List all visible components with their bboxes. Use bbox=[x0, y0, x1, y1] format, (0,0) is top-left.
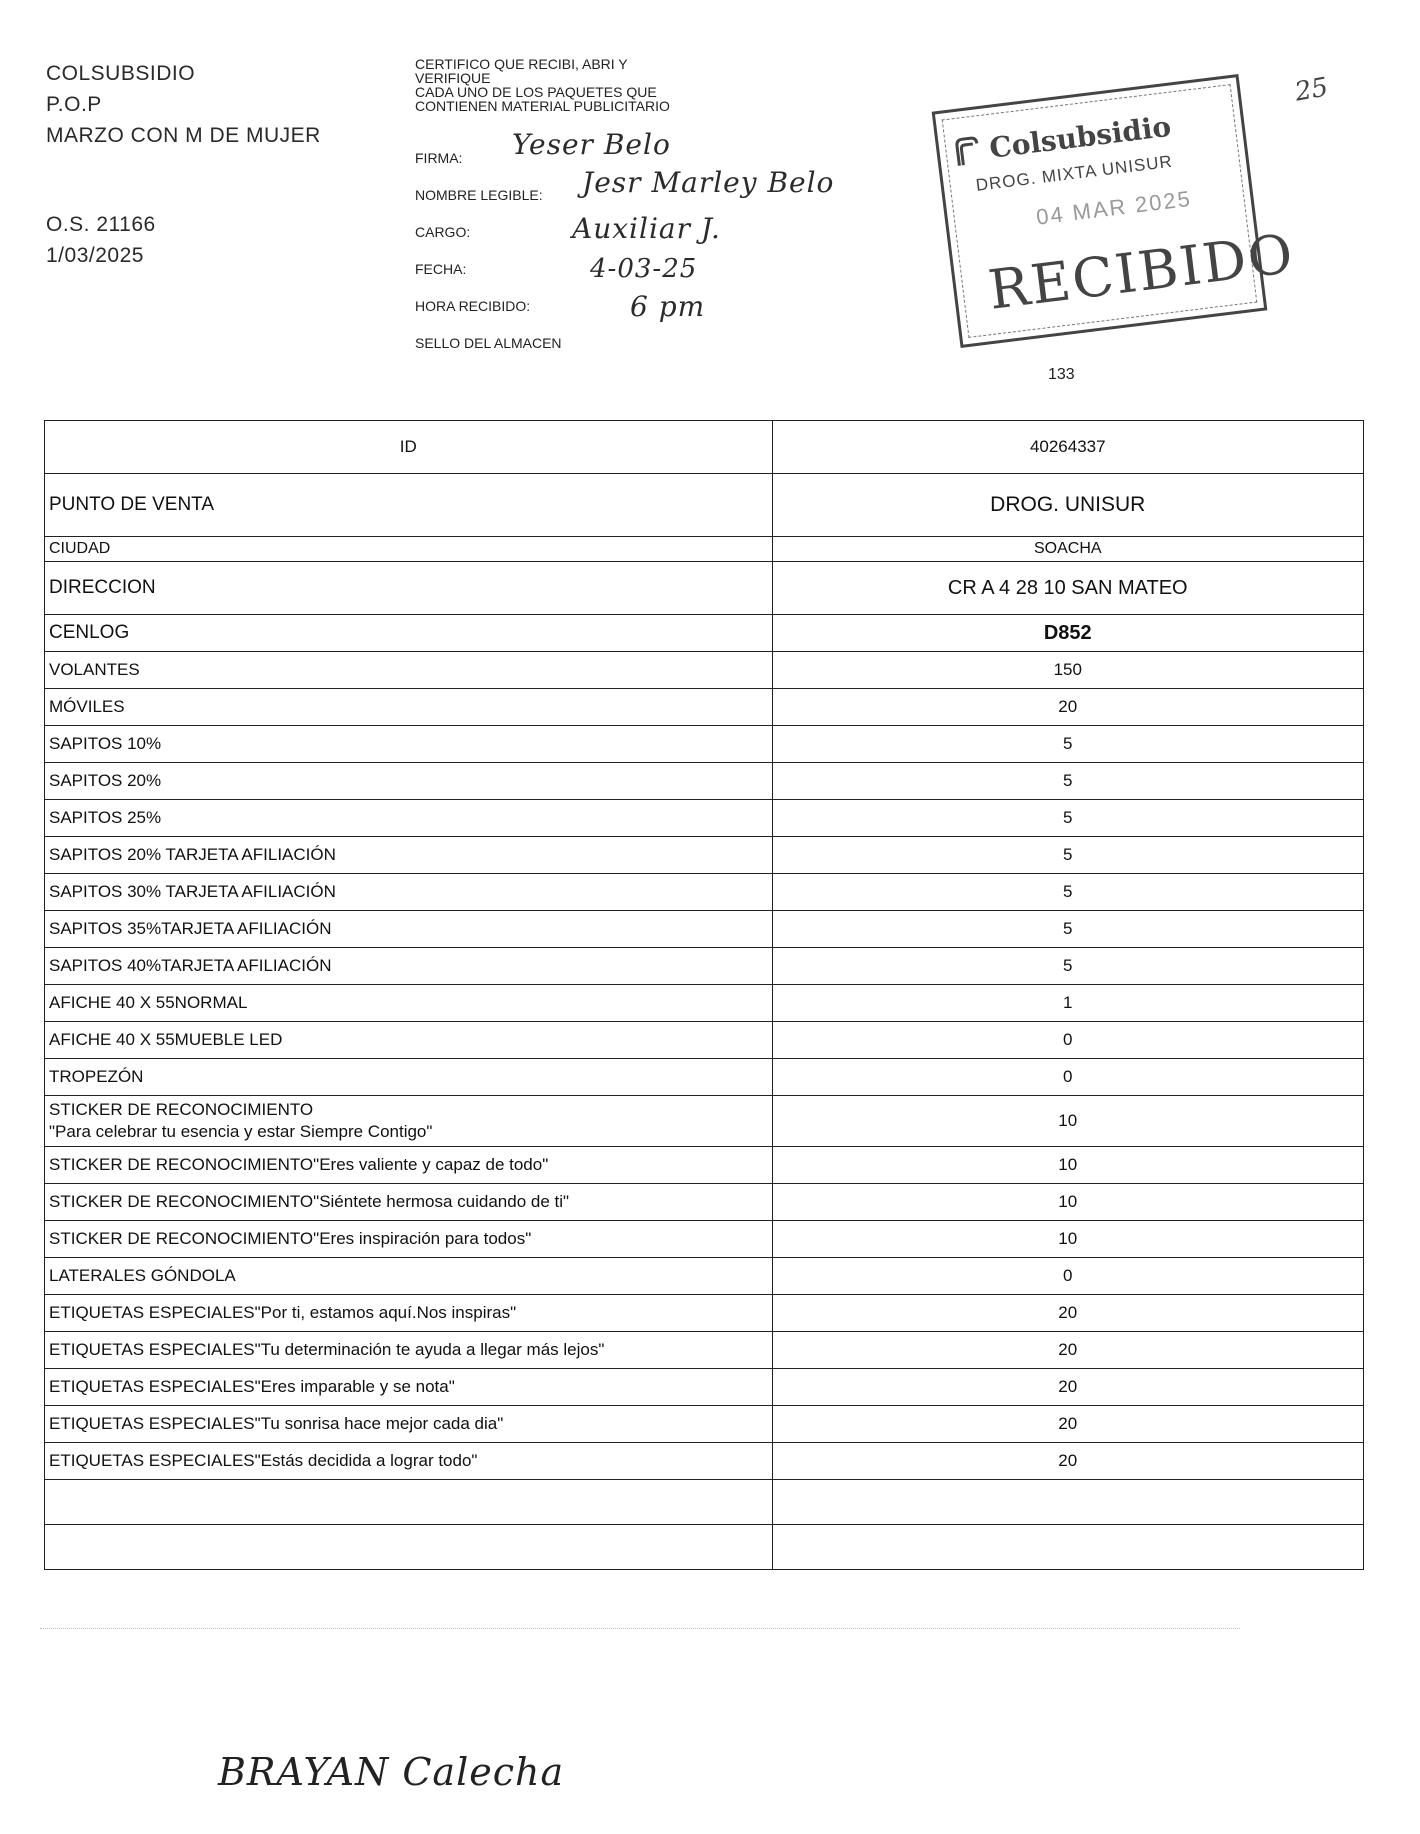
document-type: P.O.P bbox=[46, 93, 102, 116]
table-row bbox=[45, 689, 1364, 726]
table-row bbox=[45, 474, 1364, 537]
table-row bbox=[45, 1332, 1364, 1369]
row-label: STICKER DE RECONOCIMIENTO"Eres valiente y capaz de todo" bbox=[45, 1147, 773, 1184]
row-label-line2: "Para celebrar tu esencia y estar Siempre Contigo" bbox=[49, 1122, 433, 1141]
cargo-label: CARGO: bbox=[415, 224, 471, 240]
handwritten-nombre: Jesr Marley Belo bbox=[582, 166, 835, 199]
id-label: ID bbox=[45, 421, 773, 474]
row-label: AFICHE 40 X 55MUEBLE LED bbox=[45, 1022, 773, 1059]
handwritten-hora: 6 pm bbox=[630, 290, 706, 323]
cert-line: CONTIENEN MATERIAL PUBLICITARIO bbox=[415, 98, 670, 114]
row-label: SAPITOS 20% TARJETA AFILIACIÓN bbox=[45, 837, 773, 874]
row-label: SAPITOS 25% bbox=[45, 800, 773, 837]
row-label: TROPEZÓN bbox=[45, 1059, 773, 1096]
table-row bbox=[45, 652, 1364, 689]
row-label: PUNTO DE VENTA bbox=[45, 474, 773, 537]
header-left bbox=[46, 58, 321, 271]
row-label: SAPITOS 40%TARJETA AFILIACIÓN bbox=[45, 948, 773, 985]
row-label: ETIQUETAS ESPECIALES"Por ti, estamos aquí.Nos inspiras" bbox=[45, 1295, 773, 1332]
table-row bbox=[45, 1443, 1364, 1480]
row-label: ETIQUETAS ESPECIALES"Estás decidida a lograr todo" bbox=[45, 1443, 773, 1480]
row-label: STICKER DE RECONOCIMIENTO"Siéntete hermosa cuidando de ti" bbox=[45, 1184, 773, 1221]
row-value: 5 bbox=[772, 763, 1363, 800]
row-label: MÓVILES bbox=[45, 689, 773, 726]
table-row bbox=[45, 874, 1364, 911]
table-row bbox=[45, 562, 1364, 615]
row-value: 0 bbox=[772, 1059, 1363, 1096]
table-row bbox=[45, 1059, 1364, 1096]
row-label: ETIQUETAS ESPECIALES"Tu determinación te ayuda a llegar más lejos" bbox=[45, 1332, 773, 1369]
sello-label: SELLO DEL ALMACEN bbox=[415, 335, 562, 351]
stamp-date: 04 MAR 2025 bbox=[1034, 185, 1194, 230]
table-row bbox=[45, 911, 1364, 948]
campaign-name: MARZO CON M DE MUJER bbox=[46, 124, 321, 147]
corner-note: 25 bbox=[1292, 72, 1331, 108]
row-label: SAPITOS 10% bbox=[45, 726, 773, 763]
table-row bbox=[45, 1295, 1364, 1332]
table-row bbox=[45, 1221, 1364, 1258]
stamp-store: DROG. MIXTA UNISUR bbox=[974, 151, 1174, 195]
row-label: SAPITOS 20% bbox=[45, 763, 773, 800]
material-table bbox=[44, 420, 1364, 1570]
id-value: 40264337 bbox=[772, 421, 1363, 474]
table-row bbox=[45, 1022, 1364, 1059]
row-label: SAPITOS 35%TARJETA AFILIACIÓN bbox=[45, 911, 773, 948]
table-row bbox=[45, 837, 1364, 874]
row-value: 0 bbox=[772, 1258, 1363, 1295]
row-value: 150 bbox=[772, 652, 1363, 689]
page-number: 133 bbox=[1048, 366, 1075, 383]
row-value: SOACHA bbox=[772, 537, 1363, 562]
empty-row bbox=[45, 1525, 1364, 1570]
table-row bbox=[45, 1147, 1364, 1184]
table-row bbox=[45, 1369, 1364, 1406]
bottom-signature: BRAYAN Calecha bbox=[218, 1750, 565, 1794]
handwritten-cargo: Auxiliar J. bbox=[572, 212, 721, 245]
row-label: DIRECCION bbox=[45, 562, 773, 615]
row-value: 0 bbox=[772, 1022, 1363, 1059]
row-value: DROG. UNISUR bbox=[772, 474, 1363, 537]
handwritten-fecha: 4-03-25 bbox=[590, 254, 698, 284]
row-label: SAPITOS 30% TARJETA AFILIACIÓN bbox=[45, 874, 773, 911]
colsubsidio-logo-icon bbox=[952, 133, 984, 170]
row-value: 10 bbox=[772, 1147, 1363, 1184]
row-value: 1 bbox=[772, 985, 1363, 1022]
cert-line: CERTIFICO QUE RECIBI, ABRI Y bbox=[415, 56, 628, 72]
table-row bbox=[45, 421, 1364, 474]
row-value: 10 bbox=[772, 1096, 1363, 1147]
order-date: 1/03/2025 bbox=[46, 244, 144, 267]
table-row bbox=[45, 985, 1364, 1022]
row-value: 5 bbox=[772, 837, 1363, 874]
hora-label: HORA RECIBIDO: bbox=[415, 298, 531, 314]
fecha-label: FECHA: bbox=[415, 261, 467, 277]
table-row bbox=[45, 1096, 1364, 1147]
row-label: STICKER DE RECONOCIMIENTO"Eres inspiración para todos" bbox=[45, 1221, 773, 1258]
row-label: ETIQUETAS ESPECIALES"Tu sonrisa hace mejor cada dia" bbox=[45, 1406, 773, 1443]
row-value: 20 bbox=[772, 1295, 1363, 1332]
row-label: VOLANTES bbox=[45, 652, 773, 689]
empty-row bbox=[45, 1480, 1364, 1525]
handwritten-firma: Yeser Belo bbox=[512, 128, 671, 161]
row-value: 5 bbox=[772, 948, 1363, 985]
scan-specks-divider bbox=[40, 1628, 1240, 1639]
table-row bbox=[45, 800, 1364, 837]
certification-text bbox=[415, 57, 765, 113]
row-label bbox=[45, 1096, 773, 1147]
table-row bbox=[45, 1258, 1364, 1295]
row-value: 20 bbox=[772, 1443, 1363, 1480]
row-value: 5 bbox=[772, 874, 1363, 911]
row-value: 20 bbox=[772, 1406, 1363, 1443]
row-label: AFICHE 40 X 55NORMAL bbox=[45, 985, 773, 1022]
company-name: COLSUBSIDIO bbox=[46, 62, 196, 85]
row-value: 20 bbox=[772, 689, 1363, 726]
row-value: 5 bbox=[772, 800, 1363, 837]
table-row bbox=[45, 615, 1364, 652]
received-stamp bbox=[932, 74, 1298, 348]
table-row bbox=[45, 1184, 1364, 1221]
row-value: CR A 4 28 10 SAN MATEO bbox=[772, 562, 1363, 615]
row-label: ETIQUETAS ESPECIALES"Eres imparable y se nota" bbox=[45, 1369, 773, 1406]
nombre-label: NOMBRE LEGIBLE: bbox=[415, 187, 543, 203]
stamp-status: RECIBIDO bbox=[985, 221, 1298, 322]
table-row bbox=[45, 537, 1364, 562]
table-row bbox=[45, 763, 1364, 800]
row-value: 5 bbox=[772, 911, 1363, 948]
row-value: 20 bbox=[772, 1369, 1363, 1406]
firma-label: FIRMA: bbox=[415, 150, 463, 166]
row-value: D852 bbox=[772, 615, 1363, 652]
row-value: 5 bbox=[772, 726, 1363, 763]
row-label: CENLOG bbox=[45, 615, 773, 652]
stamp-brand: Colsubsidio bbox=[987, 109, 1173, 165]
row-label-line1: STICKER DE RECONOCIMIENTO bbox=[49, 1100, 314, 1119]
table-row bbox=[45, 726, 1364, 763]
row-value: 10 bbox=[772, 1184, 1363, 1221]
table-row bbox=[45, 1406, 1364, 1443]
row-label: CIUDAD bbox=[45, 537, 773, 562]
row-label: LATERALES GÓNDOLA bbox=[45, 1258, 773, 1295]
cert-line: CADA UNO DE LOS PAQUETES QUE bbox=[415, 84, 657, 100]
row-value: 20 bbox=[772, 1332, 1363, 1369]
cert-line: VERIFIQUE bbox=[415, 70, 491, 86]
order-number: O.S. 21166 bbox=[46, 213, 156, 236]
table-row bbox=[45, 948, 1364, 985]
row-value: 10 bbox=[772, 1221, 1363, 1258]
